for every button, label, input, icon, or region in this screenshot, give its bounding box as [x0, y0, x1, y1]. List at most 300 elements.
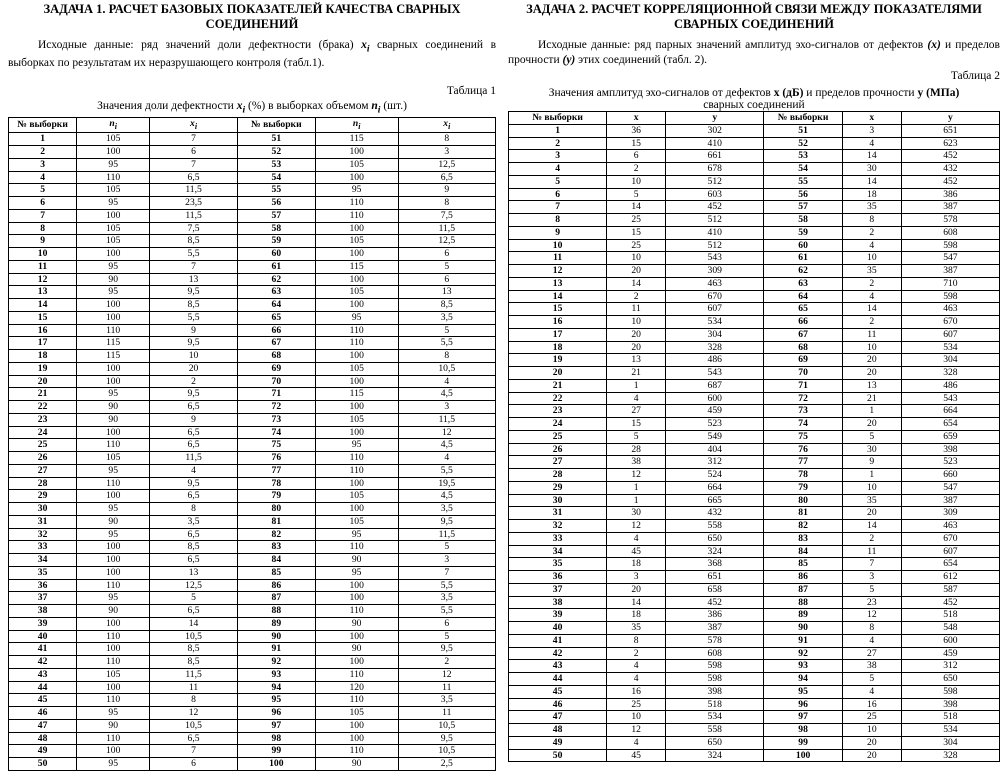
table-cell: 387	[666, 622, 764, 635]
table-row	[509, 252, 1000, 265]
table-cell: 95	[77, 286, 150, 299]
table-row	[509, 647, 1000, 660]
table-cell: 19,5	[398, 477, 495, 490]
table-cell: 664	[901, 405, 999, 418]
table-cell: 31	[9, 515, 77, 528]
table-cell: 30	[9, 503, 77, 516]
table-cell: 74	[237, 426, 315, 439]
table-cell: 368	[666, 558, 764, 571]
table-cell: 75	[237, 439, 315, 452]
table-cell: 548	[901, 622, 999, 635]
table-cell: 20	[9, 375, 77, 388]
table-cell: 7	[842, 558, 901, 571]
table-cell: 90	[77, 413, 150, 426]
table-cell: 607	[666, 303, 764, 316]
table-cell: 61	[764, 252, 843, 265]
table-cell: 90	[315, 554, 398, 567]
table-cell: 55	[237, 184, 315, 197]
table-cell: 312	[901, 660, 999, 673]
table-cell: 3,5	[398, 311, 495, 324]
table-cell: 459	[666, 405, 764, 418]
table-cell: 87	[764, 583, 843, 596]
table-cell: 49	[9, 745, 77, 758]
table-cell: 13	[842, 379, 901, 392]
table-cell: 12	[607, 724, 666, 737]
task2-intro	[508, 38, 1000, 68]
table-cell: 100	[77, 566, 150, 579]
table-cell: 60	[237, 248, 315, 261]
table-cell: 100	[77, 554, 150, 567]
table-cell: 10	[9, 248, 77, 261]
table-row	[9, 630, 496, 643]
table-cell: 53	[764, 150, 843, 163]
table-cell: 14	[607, 201, 666, 214]
table-cell: 32	[9, 528, 77, 541]
table-cell: 523	[901, 456, 999, 469]
table-cell: 12,5	[398, 235, 495, 248]
table-cell: 45	[509, 685, 607, 698]
table-cell: 512	[666, 239, 764, 252]
table-cell: 15	[607, 418, 666, 431]
table-cell: 92	[764, 647, 843, 660]
table-cell: 5	[607, 188, 666, 201]
table-cell: 6	[150, 758, 238, 771]
table-cell: 18	[509, 341, 607, 354]
table-cell: 12	[607, 520, 666, 533]
table-cell: 10	[607, 252, 666, 265]
table-cell: 105	[315, 235, 398, 248]
table-row	[9, 171, 496, 184]
table-cell: 18	[9, 350, 77, 363]
table-cell: 607	[901, 545, 999, 558]
table-row	[9, 426, 496, 439]
table-cell: 100	[315, 732, 398, 745]
table-cell: 651	[901, 124, 999, 137]
table-cell: 110	[315, 452, 398, 465]
table-cell: 518	[666, 698, 764, 711]
table-cell: 658	[666, 583, 764, 596]
table-row	[9, 401, 496, 414]
table-cell: 28	[607, 443, 666, 456]
table-row	[9, 184, 496, 197]
table-row	[9, 490, 496, 503]
task1-th-x-2: $x_i$	[398, 117, 495, 133]
table-cell: 534	[666, 316, 764, 329]
table-cell: 45	[607, 545, 666, 558]
table-cell: 90	[77, 273, 150, 286]
table-cell: 19	[509, 354, 607, 367]
table-row	[9, 617, 496, 630]
table-row	[9, 299, 496, 312]
table-cell: 8	[150, 503, 238, 516]
table-cell: 120	[315, 681, 398, 694]
table-cell: 654	[901, 558, 999, 571]
table-row	[9, 707, 496, 720]
table-cell: 518	[901, 609, 999, 622]
table-row	[9, 209, 496, 222]
table-cell: 66	[764, 316, 843, 329]
table-cell: 12,5	[150, 579, 238, 592]
table-cell: 660	[901, 469, 999, 482]
table-cell: 110	[315, 324, 398, 337]
table-row	[9, 732, 496, 745]
table-cell: 100	[77, 541, 150, 554]
table-cell: 35	[509, 558, 607, 571]
table-row	[509, 150, 1000, 163]
table-cell: 20	[842, 749, 901, 762]
task1-caption-b: (%) в выборках объемом	[245, 100, 372, 113]
table-row	[509, 226, 1000, 239]
table-cell: 12	[150, 707, 238, 720]
table-cell: 46	[509, 698, 607, 711]
table-cell: 100	[77, 681, 150, 694]
table-cell: 678	[666, 163, 764, 176]
table-cell: 387	[901, 201, 999, 214]
table-cell: 6,5	[150, 171, 238, 184]
table-cell: 387	[901, 265, 999, 278]
table-cell: 5,5	[150, 248, 238, 261]
table-cell: 95	[315, 184, 398, 197]
table-row	[509, 290, 1000, 303]
table-cell: 11,5	[398, 222, 495, 235]
table-row	[9, 668, 496, 681]
table-cell: 549	[666, 430, 764, 443]
task2-th-x-2: x	[842, 112, 901, 125]
table-cell: 654	[901, 418, 999, 431]
table-cell: 63	[237, 286, 315, 299]
table-cell: 8,5	[150, 656, 238, 669]
table-cell: 1	[9, 133, 77, 146]
table-row	[509, 609, 1000, 622]
table-cell: 38	[842, 660, 901, 673]
table-cell: 29	[9, 490, 77, 503]
table-row	[9, 605, 496, 618]
table-cell: 398	[901, 443, 999, 456]
table-cell: 82	[764, 520, 843, 533]
table-cell: 33	[509, 532, 607, 545]
table-cell: 68	[764, 341, 843, 354]
table-cell: 710	[901, 277, 999, 290]
table-cell: 12	[842, 609, 901, 622]
table-cell: 2	[607, 647, 666, 660]
table-row	[509, 596, 1000, 609]
table-row	[9, 146, 496, 159]
table-cell: 83	[764, 532, 843, 545]
table-cell: 115	[315, 260, 398, 273]
table-row	[9, 362, 496, 375]
table-cell: 6	[607, 150, 666, 163]
table-cell: 1	[842, 469, 901, 482]
table-cell: 14	[9, 299, 77, 312]
table-cell: 410	[666, 226, 764, 239]
task2-th-sample: № выборки	[509, 112, 607, 125]
table-cell: 37	[9, 592, 77, 605]
table-cell: 24	[509, 418, 607, 431]
table-cell: 486	[666, 354, 764, 367]
table-cell: 7,5	[150, 222, 238, 235]
table-cell: 6	[398, 248, 495, 261]
table-cell: 110	[77, 171, 150, 184]
table-row	[509, 545, 1000, 558]
table-row	[509, 175, 1000, 188]
table-cell: 3	[842, 124, 901, 137]
table-cell: 36	[9, 579, 77, 592]
table-cell: 8	[150, 694, 238, 707]
table-cell: 46	[9, 707, 77, 720]
table-cell: 20	[842, 418, 901, 431]
table-cell: 20	[607, 265, 666, 278]
task2-intro-x: (x)	[927, 39, 941, 51]
table-cell: 95	[315, 566, 398, 579]
table-cell: 110	[77, 732, 150, 745]
task1-table-body	[9, 133, 496, 771]
table-row	[509, 724, 1000, 737]
table-cell: 8	[842, 214, 901, 227]
table-cell: 21	[509, 379, 607, 392]
table-cell: 309	[901, 507, 999, 520]
table-cell: 5	[607, 430, 666, 443]
table-row	[9, 452, 496, 465]
table-cell: 110	[315, 605, 398, 618]
task1-caption-xi: i	[242, 104, 246, 116]
table-cell: 10,5	[398, 362, 495, 375]
task1-header-row	[9, 117, 496, 133]
table-cell: 14	[607, 277, 666, 290]
table-cell: 4,5	[398, 439, 495, 452]
table-cell: 4	[509, 163, 607, 176]
table-cell: 5	[509, 175, 607, 188]
table-cell: 29	[509, 481, 607, 494]
table-cell: 39	[509, 609, 607, 622]
task2-intro-c: этих соединений (табл. 2).	[575, 54, 708, 66]
table-cell: 4	[150, 464, 238, 477]
table-cell: 67	[764, 328, 843, 341]
table-row	[509, 328, 1000, 341]
table-cell: 2	[842, 316, 901, 329]
table-row	[9, 656, 496, 669]
table-cell: 587	[901, 583, 999, 596]
table-cell: 558	[666, 520, 764, 533]
table-cell: 608	[901, 226, 999, 239]
table-cell: 19	[9, 362, 77, 375]
table-cell: 42	[9, 656, 77, 669]
table-cell: 10	[842, 252, 901, 265]
task1-table	[8, 117, 496, 771]
table-cell: 3	[398, 401, 495, 414]
table-cell: 687	[666, 379, 764, 392]
table-row	[509, 163, 1000, 176]
table-cell: 25	[607, 698, 666, 711]
table-row	[9, 758, 496, 771]
table-cell: 110	[315, 464, 398, 477]
table-cell: 2	[509, 137, 607, 150]
table-cell: 110	[77, 477, 150, 490]
table-cell: 84	[764, 545, 843, 558]
table-cell: 100	[315, 503, 398, 516]
table-cell: 11,5	[150, 209, 238, 222]
table-cell: 2	[607, 163, 666, 176]
task1-caption-ni: i	[377, 104, 381, 116]
table-cell: 13	[398, 286, 495, 299]
table-cell: 100	[315, 426, 398, 439]
table-cell: 25	[607, 214, 666, 227]
table-cell: 1	[842, 405, 901, 418]
table-row	[9, 528, 496, 541]
table-cell: 45	[9, 694, 77, 707]
table-cell: 54	[764, 163, 843, 176]
task1-th-n: $n_i$	[77, 117, 150, 133]
table-row	[509, 481, 1000, 494]
table-cell: 9,5	[150, 337, 238, 350]
table-cell: 6	[509, 188, 607, 201]
table-row	[9, 286, 496, 299]
table-cell: 12	[607, 469, 666, 482]
table-cell: 110	[315, 209, 398, 222]
table-row	[509, 303, 1000, 316]
table-cell: 659	[901, 430, 999, 443]
table-cell: 73	[764, 405, 843, 418]
table-cell: 10	[842, 341, 901, 354]
table-cell: 105	[315, 413, 398, 426]
table-cell: 3	[9, 158, 77, 171]
table-cell: 14	[607, 596, 666, 609]
table-cell: 59	[764, 226, 843, 239]
table-cell: 5	[150, 592, 238, 605]
table-cell: 97	[237, 719, 315, 732]
table-cell: 55	[764, 175, 843, 188]
table-cell: 9	[150, 413, 238, 426]
table-cell: 90	[237, 630, 315, 643]
table-cell: 21	[9, 388, 77, 401]
table-cell: 110	[77, 656, 150, 669]
task2-section	[508, 0, 1000, 762]
table-cell: 100	[315, 248, 398, 261]
table-cell: 30	[509, 494, 607, 507]
table-cell: 105	[315, 158, 398, 171]
table-cell: 35	[9, 566, 77, 579]
table-cell: 110	[315, 745, 398, 758]
table-cell: 5	[398, 260, 495, 273]
table-cell: 27	[9, 464, 77, 477]
table-cell: 578	[666, 634, 764, 647]
table-cell: 95	[77, 197, 150, 210]
table-cell: 386	[901, 188, 999, 201]
table-cell: 11,5	[150, 668, 238, 681]
table-cell: 20	[842, 354, 901, 367]
table-cell: 33	[9, 541, 77, 554]
table-row	[509, 367, 1000, 380]
table-row	[509, 749, 1000, 762]
table-cell: 39	[9, 617, 77, 630]
table-cell: 95	[77, 464, 150, 477]
table-cell: 14	[150, 617, 238, 630]
task2-th-x: x	[607, 112, 666, 125]
table-cell: 30	[842, 443, 901, 456]
table-cell: 6,5	[150, 732, 238, 745]
table-cell: 8	[607, 634, 666, 647]
table-cell: 15	[9, 311, 77, 324]
table-cell: 5	[842, 673, 901, 686]
table-cell: 95	[764, 685, 843, 698]
table-cell: 90	[764, 622, 843, 635]
table-cell: 486	[901, 379, 999, 392]
table-cell: 650	[666, 532, 764, 545]
table-cell: 76	[237, 452, 315, 465]
table-cell: 2	[150, 375, 238, 388]
table-cell: 26	[509, 443, 607, 456]
table-cell: 100	[77, 745, 150, 758]
table-cell: 98	[237, 732, 315, 745]
table-cell: 3,5	[398, 592, 495, 605]
table-row	[509, 660, 1000, 673]
table-row	[509, 532, 1000, 545]
table-cell: 1	[607, 494, 666, 507]
table-row	[9, 745, 496, 758]
table-cell: 110	[315, 197, 398, 210]
table-cell: 5,5	[398, 464, 495, 477]
task2-table	[508, 111, 1000, 762]
table-cell: 100	[315, 350, 398, 363]
table-row	[509, 711, 1000, 724]
table-cell: 63	[764, 277, 843, 290]
table-cell: 11,5	[398, 413, 495, 426]
table-cell: 43	[509, 660, 607, 673]
table-cell: 100	[315, 630, 398, 643]
table-cell: 17	[509, 328, 607, 341]
table-cell: 7	[150, 260, 238, 273]
table-cell: 11	[842, 545, 901, 558]
table-cell: 34	[9, 554, 77, 567]
table-cell: 5	[398, 541, 495, 554]
table-cell: 11,5	[150, 184, 238, 197]
table-cell: 15	[607, 137, 666, 150]
table-cell: 78	[764, 469, 843, 482]
table-cell: 100	[77, 426, 150, 439]
task1-caption-x: x	[236, 100, 243, 113]
table-cell: 8,5	[398, 299, 495, 312]
task2-table-body	[509, 124, 1000, 762]
table-row	[509, 239, 1000, 252]
table-cell: 512	[666, 175, 764, 188]
table-cell: 35	[842, 494, 901, 507]
table-cell: 52	[237, 146, 315, 159]
table-row	[509, 583, 1000, 596]
table-cell: 6,5	[150, 439, 238, 452]
table-cell: 68	[237, 350, 315, 363]
table-cell: 10	[607, 711, 666, 724]
table-cell: 3,5	[150, 515, 238, 528]
table-cell: 87	[237, 592, 315, 605]
task1-caption-n: n	[371, 100, 378, 113]
table-cell: 110	[315, 668, 398, 681]
table-cell: 11	[9, 260, 77, 273]
task2-table-label: Таблица 2	[950, 70, 1000, 82]
table-cell: 2	[842, 277, 901, 290]
table-cell: 93	[237, 668, 315, 681]
table-cell: 69	[237, 362, 315, 375]
table-cell: 100	[315, 592, 398, 605]
table-cell: 600	[901, 634, 999, 647]
table-cell: 8,5	[150, 541, 238, 554]
table-cell: 100	[77, 375, 150, 388]
table-row	[9, 158, 496, 171]
table-row	[509, 622, 1000, 635]
table-cell: 23	[509, 405, 607, 418]
table-cell: 452	[666, 201, 764, 214]
table-cell: 38	[9, 605, 77, 618]
table-cell: 23	[842, 596, 901, 609]
table-cell: 9	[9, 235, 77, 248]
